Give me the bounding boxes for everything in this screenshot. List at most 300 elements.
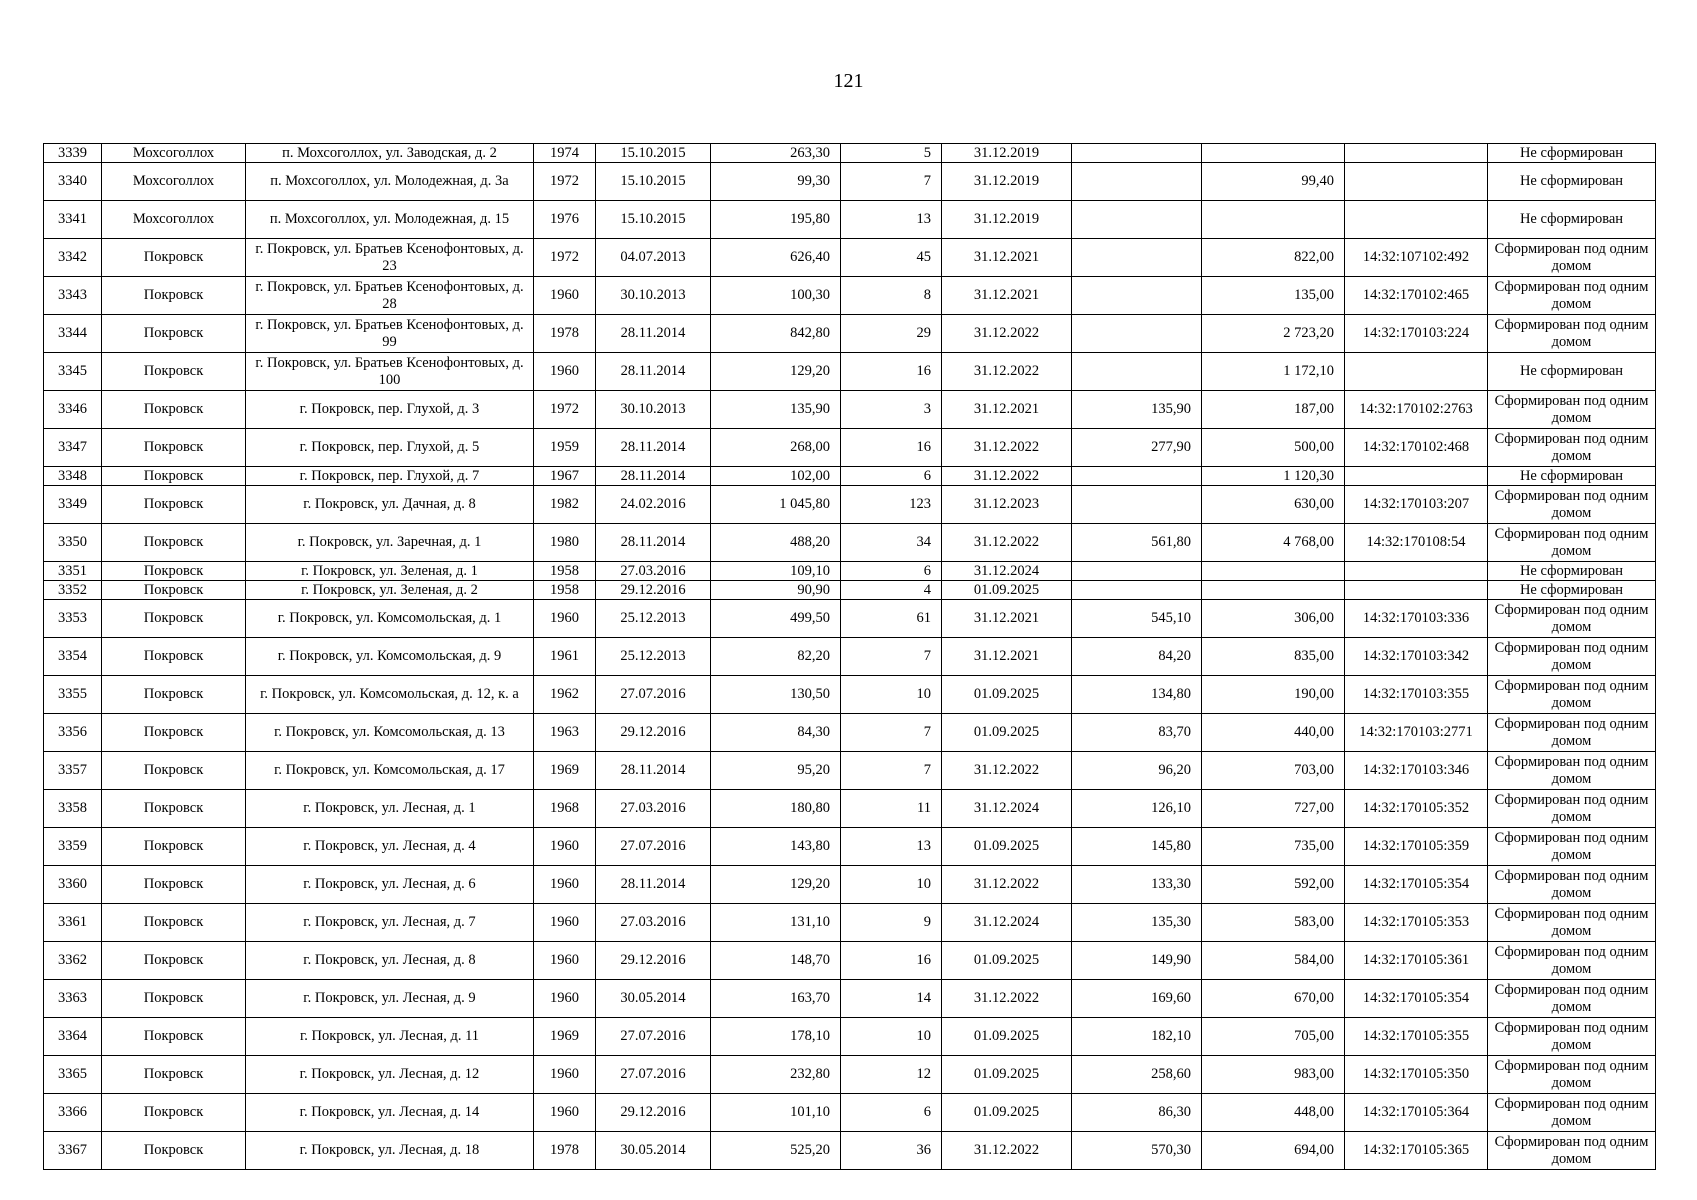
table-row [44,467,1656,486]
locality-cell: Покровск [102,714,246,752]
cadastral-number-cell: 14:32:170103:342 [1345,638,1488,676]
date-cell: 27.03.2016 [596,904,711,942]
deadline-cell: 31.12.2024 [942,790,1072,828]
date-cell: 28.11.2014 [596,353,711,391]
build-year-cell: 1963 [534,714,596,752]
count-cell: 7 [841,163,942,201]
deadline-cell: 31.12.2021 [942,239,1072,277]
status-cell: Сформирован под одним домом [1488,676,1656,714]
cadastral-number-cell: 14:32:170108:54 [1345,524,1488,562]
value-b-cell: 190,00 [1202,676,1345,714]
address-cell: г. Покровск, ул. Комсомольская, д. 12, к. а [246,676,534,714]
address-cell: п. Мохсоголлох, ул. Заводская, д. 2 [246,144,534,163]
table-row [44,163,1656,201]
date-cell: 24.02.2016 [596,486,711,524]
record-number-cell: 3365 [44,1056,102,1094]
date-cell: 29.12.2016 [596,1094,711,1132]
count-cell: 16 [841,429,942,467]
value-a-cell [1072,581,1202,600]
count-cell: 45 [841,239,942,277]
table-row [44,600,1656,638]
value-a-cell: 84,20 [1072,638,1202,676]
deadline-cell: 31.12.2021 [942,277,1072,315]
value-a-cell: 126,10 [1072,790,1202,828]
locality-cell: Покровск [102,1018,246,1056]
date-cell: 29.12.2016 [596,714,711,752]
count-cell: 7 [841,638,942,676]
build-year-cell: 1960 [534,828,596,866]
address-cell: г. Покровск, ул. Братьев Ксенофонтовых, д. 28 [246,277,534,315]
build-year-cell: 1960 [534,866,596,904]
locality-cell: Покровск [102,828,246,866]
table-row [44,866,1656,904]
value-a-cell: 545,10 [1072,600,1202,638]
cadastral-number-cell: 14:32:170103:207 [1345,486,1488,524]
record-number-cell: 3348 [44,467,102,486]
area-cell: 268,00 [711,429,841,467]
build-year-cell: 1982 [534,486,596,524]
count-cell: 10 [841,866,942,904]
status-cell: Не сформирован [1488,201,1656,239]
deadline-cell: 01.09.2025 [942,1056,1072,1094]
value-b-cell: 4 768,00 [1202,524,1345,562]
build-year-cell: 1968 [534,790,596,828]
deadline-cell: 01.09.2025 [942,942,1072,980]
count-cell: 16 [841,353,942,391]
count-cell: 123 [841,486,942,524]
area-cell: 1 045,80 [711,486,841,524]
date-cell: 28.11.2014 [596,524,711,562]
area-cell: 95,20 [711,752,841,790]
area-cell: 178,10 [711,1018,841,1056]
address-cell: г. Покровск, ул. Комсомольская, д. 9 [246,638,534,676]
address-cell: г. Покровск, ул. Лесная, д. 11 [246,1018,534,1056]
date-cell: 28.11.2014 [596,866,711,904]
deadline-cell: 01.09.2025 [942,1094,1072,1132]
build-year-cell: 1974 [534,144,596,163]
value-b-cell: 835,00 [1202,638,1345,676]
value-b-cell: 735,00 [1202,828,1345,866]
address-cell: г. Покровск, ул. Комсомольская, д. 17 [246,752,534,790]
status-cell: Сформирован под одним домом [1488,828,1656,866]
count-cell: 5 [841,144,942,163]
value-a-cell: 182,10 [1072,1018,1202,1056]
build-year-cell: 1980 [534,524,596,562]
status-cell: Не сформирован [1488,144,1656,163]
value-a-cell: 96,20 [1072,752,1202,790]
deadline-cell: 31.12.2022 [942,315,1072,353]
deadline-cell: 31.12.2022 [942,353,1072,391]
locality-cell: Мохсоголлох [102,163,246,201]
cadastral-number-cell: 14:32:170105:352 [1345,790,1488,828]
status-cell: Сформирован под одним домом [1488,391,1656,429]
locality-cell: Покровск [102,562,246,581]
value-a-cell: 145,80 [1072,828,1202,866]
build-year-cell: 1960 [534,277,596,315]
deadline-cell: 31.12.2019 [942,144,1072,163]
deadline-cell: 31.12.2022 [942,467,1072,486]
cadastral-number-cell: 14:32:107102:492 [1345,239,1488,277]
record-number-cell: 3352 [44,581,102,600]
deadline-cell: 01.09.2025 [942,676,1072,714]
build-year-cell: 1967 [534,467,596,486]
address-cell: г. Покровск, ул. Дачная, д. 8 [246,486,534,524]
status-cell: Сформирован под одним домом [1488,942,1656,980]
value-a-cell: 86,30 [1072,1094,1202,1132]
deadline-cell: 01.09.2025 [942,714,1072,752]
count-cell: 13 [841,828,942,866]
status-cell: Сформирован под одним домом [1488,904,1656,942]
table-row [44,828,1656,866]
locality-cell: Покровск [102,315,246,353]
table-row [44,942,1656,980]
area-cell: 129,20 [711,866,841,904]
locality-cell: Покровск [102,486,246,524]
table-row [44,239,1656,277]
status-cell: Сформирован под одним домом [1488,486,1656,524]
address-cell: г. Покровск, ул. Братьев Ксенофонтовых, д. 100 [246,353,534,391]
address-cell: г. Покровск, пер. Глухой, д. 7 [246,467,534,486]
value-a-cell [1072,562,1202,581]
address-cell: г. Покровск, ул. Лесная, д. 4 [246,828,534,866]
table-row [44,752,1656,790]
status-cell: Сформирован под одним домом [1488,524,1656,562]
address-cell: г. Покровск, ул. Заречная, д. 1 [246,524,534,562]
table-row [44,676,1656,714]
cadastral-number-cell: 14:32:170105:354 [1345,980,1488,1018]
build-year-cell: 1969 [534,752,596,790]
cadastral-number-cell: 14:32:170105:354 [1345,866,1488,904]
value-b-cell: 983,00 [1202,1056,1345,1094]
table-row [44,581,1656,600]
build-year-cell: 1958 [534,562,596,581]
area-cell: 263,30 [711,144,841,163]
cadastral-number-cell: 14:32:170105:361 [1345,942,1488,980]
table-row [44,1094,1656,1132]
date-cell: 04.07.2013 [596,239,711,277]
date-cell: 25.12.2013 [596,638,711,676]
build-year-cell: 1960 [534,600,596,638]
date-cell: 30.05.2014 [596,1132,711,1170]
record-number-cell: 3347 [44,429,102,467]
count-cell: 7 [841,752,942,790]
count-cell: 9 [841,904,942,942]
area-cell: 101,10 [711,1094,841,1132]
table-row [44,1056,1656,1094]
status-cell: Сформирован под одним домом [1488,277,1656,315]
locality-cell: Покровск [102,524,246,562]
locality-cell: Покровск [102,942,246,980]
table-row [44,144,1656,163]
locality-cell: Покровск [102,676,246,714]
value-a-cell: 570,30 [1072,1132,1202,1170]
value-b-cell: 440,00 [1202,714,1345,752]
build-year-cell: 1960 [534,904,596,942]
cadastral-number-cell: 14:32:170103:346 [1345,752,1488,790]
value-b-cell: 187,00 [1202,391,1345,429]
address-cell: г. Покровск, ул. Лесная, д. 1 [246,790,534,828]
value-a-cell: 561,80 [1072,524,1202,562]
locality-cell: Покровск [102,980,246,1018]
status-cell: Сформирован под одним домом [1488,239,1656,277]
table-row [44,980,1656,1018]
date-cell: 15.10.2015 [596,163,711,201]
deadline-cell: 31.12.2022 [942,429,1072,467]
area-cell: 135,90 [711,391,841,429]
count-cell: 7 [841,714,942,752]
count-cell: 34 [841,524,942,562]
count-cell: 4 [841,581,942,600]
count-cell: 8 [841,277,942,315]
locality-cell: Покровск [102,638,246,676]
value-a-cell: 169,60 [1072,980,1202,1018]
status-cell: Сформирован под одним домом [1488,752,1656,790]
cadastral-number-cell: 14:32:170102:468 [1345,429,1488,467]
status-cell: Сформирован под одним домом [1488,714,1656,752]
table-row [44,714,1656,752]
locality-cell: Покровск [102,1132,246,1170]
deadline-cell: 31.12.2022 [942,866,1072,904]
cadastral-number-cell: 14:32:170102:2763 [1345,391,1488,429]
area-cell: 842,80 [711,315,841,353]
value-b-cell: 630,00 [1202,486,1345,524]
record-number-cell: 3359 [44,828,102,866]
record-number-cell: 3356 [44,714,102,752]
area-cell: 84,30 [711,714,841,752]
area-cell: 195,80 [711,201,841,239]
locality-cell: Покровск [102,752,246,790]
build-year-cell: 1960 [534,980,596,1018]
count-cell: 10 [841,1018,942,1056]
deadline-cell: 31.12.2022 [942,524,1072,562]
deadline-cell: 01.09.2025 [942,1018,1072,1056]
cadastral-number-cell [1345,144,1488,163]
area-cell: 99,30 [711,163,841,201]
area-cell: 100,30 [711,277,841,315]
record-number-cell: 3357 [44,752,102,790]
value-a-cell [1072,353,1202,391]
value-b-cell: 592,00 [1202,866,1345,904]
count-cell: 3 [841,391,942,429]
locality-cell: Покровск [102,581,246,600]
value-a-cell: 149,90 [1072,942,1202,980]
address-cell: г. Покровск, ул. Лесная, д. 7 [246,904,534,942]
record-number-cell: 3349 [44,486,102,524]
status-cell: Сформирован под одним домом [1488,638,1656,676]
date-cell: 30.10.2013 [596,277,711,315]
date-cell: 25.12.2013 [596,600,711,638]
address-cell: г. Покровск, ул. Комсомольская, д. 13 [246,714,534,752]
deadline-cell: 31.12.2024 [942,904,1072,942]
date-cell: 27.03.2016 [596,790,711,828]
page-number: 121 [833,70,864,92]
count-cell: 16 [841,942,942,980]
record-number-cell: 3341 [44,201,102,239]
record-number-cell: 3345 [44,353,102,391]
status-cell: Сформирован под одним домом [1488,1056,1656,1094]
address-cell: г. Покровск, ул. Лесная, д. 12 [246,1056,534,1094]
cadastral-number-cell [1345,201,1488,239]
value-a-cell [1072,239,1202,277]
locality-cell: Покровск [102,353,246,391]
address-cell: п. Мохсоголлох, ул. Молодежная, д. 3а [246,163,534,201]
value-b-cell: 694,00 [1202,1132,1345,1170]
count-cell: 6 [841,467,942,486]
area-cell: 129,20 [711,353,841,391]
record-number-cell: 3361 [44,904,102,942]
status-cell: Сформирован под одним домом [1488,600,1656,638]
address-cell: г. Покровск, ул. Комсомольская, д. 1 [246,600,534,638]
address-cell: г. Покровск, ул. Братьев Ксенофонтовых, д. 99 [246,315,534,353]
table-row [44,201,1656,239]
count-cell: 13 [841,201,942,239]
record-number-cell: 3342 [44,239,102,277]
count-cell: 10 [841,676,942,714]
table-row [44,904,1656,942]
deadline-cell: 31.12.2019 [942,163,1072,201]
value-b-cell: 99,40 [1202,163,1345,201]
address-cell: г. Покровск, ул. Лесная, д. 14 [246,1094,534,1132]
area-cell: 130,50 [711,676,841,714]
deadline-cell: 31.12.2024 [942,562,1072,581]
locality-cell: Покровск [102,1094,246,1132]
date-cell: 28.11.2014 [596,752,711,790]
build-year-cell: 1976 [534,201,596,239]
date-cell: 29.12.2016 [596,942,711,980]
date-cell: 27.07.2016 [596,828,711,866]
status-cell: Не сформирован [1488,353,1656,391]
address-cell: п. Мохсоголлох, ул. Молодежная, д. 15 [246,201,534,239]
table-row [44,315,1656,353]
value-a-cell: 258,60 [1072,1056,1202,1094]
build-year-cell: 1960 [534,942,596,980]
locality-cell: Покровск [102,1056,246,1094]
deadline-cell: 31.12.2021 [942,600,1072,638]
value-a-cell: 277,90 [1072,429,1202,467]
cadastral-number-cell [1345,562,1488,581]
record-number-cell: 3358 [44,790,102,828]
locality-cell: Покровск [102,790,246,828]
locality-cell: Покровск [102,467,246,486]
address-cell: г. Покровск, пер. Глухой, д. 5 [246,429,534,467]
value-b-cell: 2 723,20 [1202,315,1345,353]
status-cell: Сформирован под одним домом [1488,1132,1656,1170]
area-cell: 163,70 [711,980,841,1018]
value-b-cell: 584,00 [1202,942,1345,980]
cadastral-number-cell: 14:32:170103:224 [1345,315,1488,353]
status-cell: Не сформирован [1488,562,1656,581]
value-b-cell: 583,00 [1202,904,1345,942]
count-cell: 11 [841,790,942,828]
address-cell: г. Покровск, ул. Лесная, д. 8 [246,942,534,980]
value-a-cell [1072,315,1202,353]
record-number-cell: 3366 [44,1094,102,1132]
cadastral-number-cell: 14:32:170105:353 [1345,904,1488,942]
build-year-cell: 1960 [534,1094,596,1132]
count-cell: 6 [841,1094,942,1132]
date-cell: 30.10.2013 [596,391,711,429]
build-year-cell: 1959 [534,429,596,467]
record-number-cell: 3346 [44,391,102,429]
value-a-cell [1072,486,1202,524]
date-cell: 28.11.2014 [596,315,711,353]
value-a-cell [1072,277,1202,315]
area-cell: 143,80 [711,828,841,866]
table-row [44,638,1656,676]
address-cell: г. Покровск, ул. Лесная, д. 6 [246,866,534,904]
value-a-cell [1072,201,1202,239]
date-cell: 30.05.2014 [596,980,711,1018]
deadline-cell: 31.12.2021 [942,638,1072,676]
value-a-cell [1072,144,1202,163]
build-year-cell: 1978 [534,1132,596,1170]
value-a-cell [1072,467,1202,486]
area-cell: 525,20 [711,1132,841,1170]
value-b-cell: 448,00 [1202,1094,1345,1132]
cadastral-number-cell: 14:32:170105:355 [1345,1018,1488,1056]
table-row [44,429,1656,467]
value-a-cell [1072,163,1202,201]
build-year-cell: 1969 [534,1018,596,1056]
cadastral-number-cell: 14:32:170105:350 [1345,1056,1488,1094]
date-cell: 15.10.2015 [596,201,711,239]
area-cell: 499,50 [711,600,841,638]
record-number-cell: 3354 [44,638,102,676]
record-number-cell: 3360 [44,866,102,904]
build-year-cell: 1960 [534,1056,596,1094]
cadastral-number-cell: 14:32:170103:355 [1345,676,1488,714]
build-year-cell: 1958 [534,581,596,600]
value-b-cell: 670,00 [1202,980,1345,1018]
locality-cell: Покровск [102,277,246,315]
table-row [44,562,1656,581]
cadastral-number-cell: 14:32:170103:2771 [1345,714,1488,752]
record-number-cell: 3364 [44,1018,102,1056]
record-number-cell: 3343 [44,277,102,315]
deadline-cell: 31.12.2019 [942,201,1072,239]
area-cell: 488,20 [711,524,841,562]
table-row [44,486,1656,524]
build-year-cell: 1978 [534,315,596,353]
record-number-cell: 3339 [44,144,102,163]
area-cell: 82,20 [711,638,841,676]
build-year-cell: 1960 [534,353,596,391]
table-row [44,790,1656,828]
count-cell: 14 [841,980,942,1018]
value-b-cell: 703,00 [1202,752,1345,790]
status-cell: Сформирован под одним домом [1488,315,1656,353]
cadastral-number-cell: 14:32:170102:465 [1345,277,1488,315]
date-cell: 27.03.2016 [596,562,711,581]
value-b-cell [1202,562,1345,581]
address-cell: г. Покровск, пер. Глухой, д. 3 [246,391,534,429]
area-cell: 131,10 [711,904,841,942]
record-number-cell: 3363 [44,980,102,1018]
cadastral-number-cell [1345,353,1488,391]
locality-cell: Покровск [102,904,246,942]
value-b-cell: 822,00 [1202,239,1345,277]
value-b-cell: 705,00 [1202,1018,1345,1056]
status-cell: Сформирован под одним домом [1488,1018,1656,1056]
build-year-cell: 1961 [534,638,596,676]
cadastral-number-cell: 14:32:170105:359 [1345,828,1488,866]
status-cell: Не сформирован [1488,467,1656,486]
record-number-cell: 3355 [44,676,102,714]
address-cell: г. Покровск, ул. Лесная, д. 18 [246,1132,534,1170]
address-cell: г. Покровск, ул. Лесная, д. 9 [246,980,534,1018]
date-cell: 28.11.2014 [596,467,711,486]
area-cell: 626,40 [711,239,841,277]
